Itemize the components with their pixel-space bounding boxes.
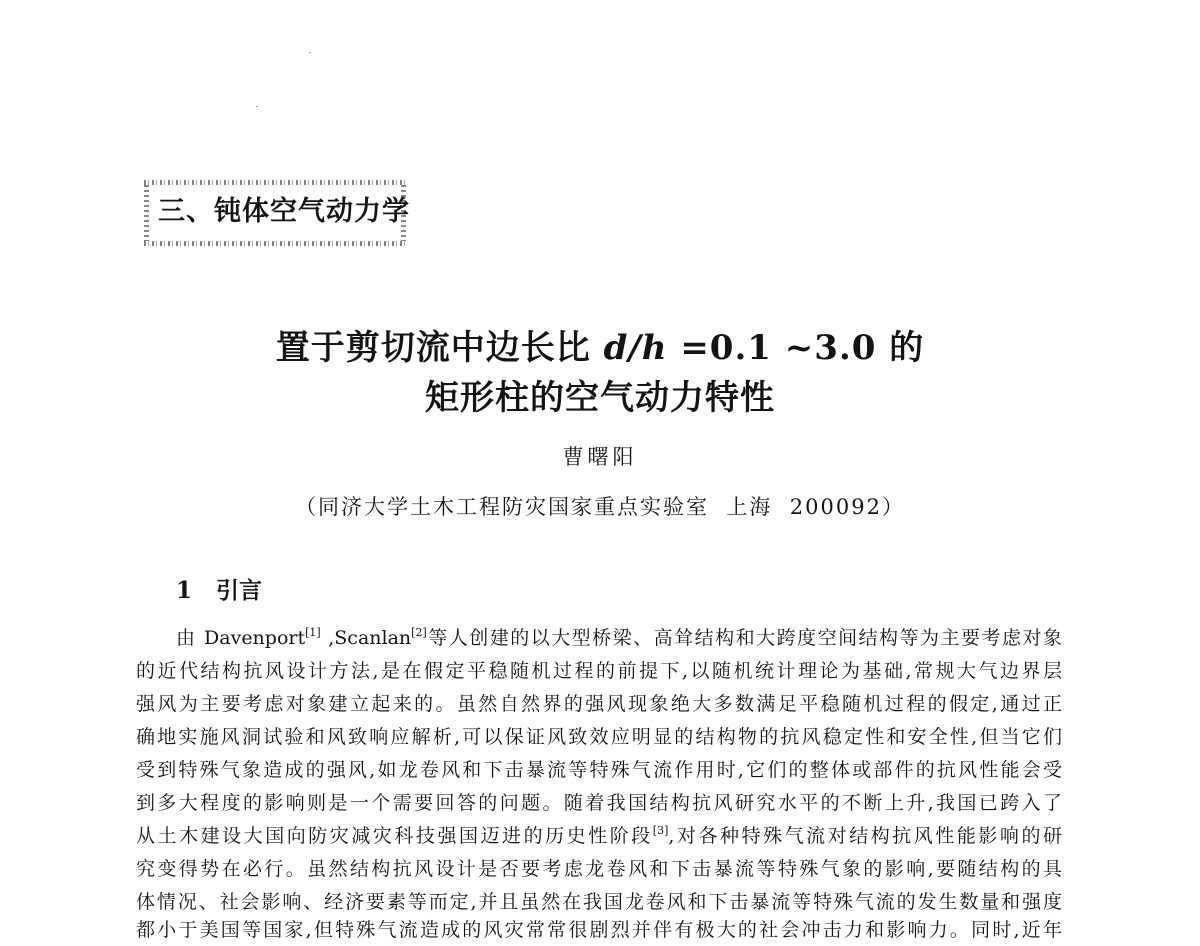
section-heading [176,575,262,607]
author-name: 曹曙阳 [562,445,638,469]
section-tag-text: 三、钝体空气动力学 [158,196,410,227]
title-text-before: 置于剪切流中边长比 [275,328,604,368]
body-line-9: 体情况、社会影响、经济要素等而定,并且虽然在我国龙卷风和下击暴流等特殊气流的发生数量和强度 [136,891,1062,913]
body-line-2: 的近代结构抗风设计方法,是在假定平稳随机过程的前提下,以随机统计理论为基础,常规大气边界层 [136,660,1062,682]
body-line-10: 都小于美国等国家,但特殊气流造成的风灾常常很剧烈并伴有极大的社会冲击力和影响力。同时,近年 [136,919,1062,941]
citation-ref-1: [1] [305,626,321,639]
title-math-ratio: d/h [603,328,668,368]
author-affiliation: （同济大学土木工程防灾国家重点实验室 上海 200092） [295,495,905,519]
body-line-6: 到多大程度的影响则是一个需要回答的问题。随着我国结构抗风研究水平的不断上升,我国已跨入了 [136,792,1062,814]
body-line-4: 确地实施风洞试验和风致响应解析,可以保证风致效应明显的结构物的抗风稳定性和安全性,但当它们 [136,726,1062,748]
section-tag [144,180,410,246]
body-text: 从土木建设大国向防灾减灾科技强国迈进的历史性阶段 [136,825,653,847]
section-tag-border-top [144,180,406,185]
paper-title-line-2: 矩形柱的空气动力特性 [425,378,775,418]
body-line-8: 究变得势在必行。虽然结构抗风设计是否要考虑龙卷风和下击暴流等特殊气象的影响,要随结构的具 [136,858,1062,880]
body-text: 由 Davenport [176,627,306,649]
body-text: ,对各种特殊气流对结构抗风性能影响的研 [668,825,1062,847]
body-line-7 [136,820,1062,852]
section-number: 1 [176,577,193,604]
body-text: 等人创建的以大型桥梁、高耸结构和大跨度空间结构等为主要考虑对象 [426,627,1062,649]
title-text-after: =0.1 ~3.0 的 [667,328,925,368]
citation-ref-2: [2] [411,626,427,639]
scan-speck [256,106,258,107]
section-tag-border-bottom [144,241,406,246]
body-line-3: 强风为主要考虑对象建立起来的。虽然自然界的强风现象绝大多数满足平稳随机过程的假定,通过正 [136,693,1062,715]
paper-title-line-1 [0,325,1200,371]
body-line-5: 受到特殊气象造成的强风,如龙卷风和下击暴流等特殊气流作用时,它们的整体或部件的抗风性能会受 [136,759,1062,781]
section-tag-border-left [144,185,149,241]
section-heading-text: 引言 [216,577,263,604]
body-text: ,Scanlan [320,627,412,649]
body-line-1 [176,622,1062,654]
scan-speck [309,52,311,53]
citation-ref-3: [3] [652,824,669,837]
